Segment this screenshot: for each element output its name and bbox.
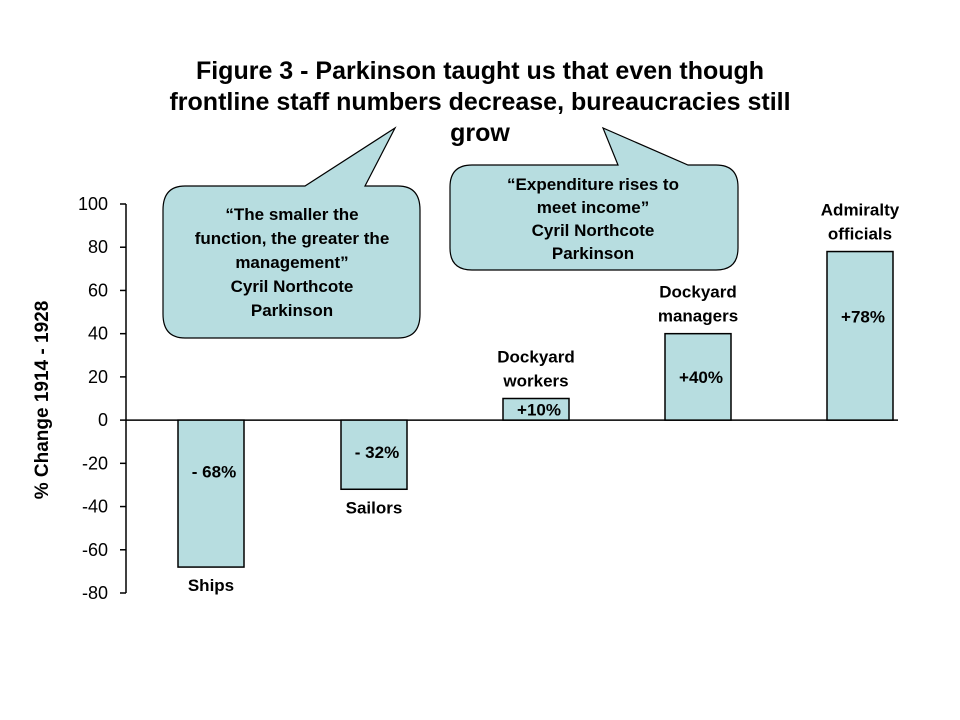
y-tick-label: 80 bbox=[87, 237, 108, 258]
callout-text: function, the greater the bbox=[194, 229, 390, 248]
category-label: Ships bbox=[187, 576, 235, 596]
y-tick-label: -80 bbox=[81, 583, 108, 603]
callout-text: Cyril Northcote bbox=[531, 221, 655, 240]
data-label: +78% bbox=[841, 307, 885, 327]
data-label: - 68% bbox=[191, 462, 237, 482]
category-label: managers bbox=[657, 306, 739, 326]
category-label: workers bbox=[503, 371, 569, 391]
callouts bbox=[163, 128, 738, 338]
chart-title bbox=[169, 57, 790, 147]
y-tick-label: 100 bbox=[77, 194, 108, 214]
category-label: Dockyard bbox=[659, 282, 737, 302]
bar bbox=[178, 420, 244, 567]
y-axis-label: % Change 1914 - 1928 bbox=[32, 300, 53, 500]
callout-text: meet income” bbox=[536, 198, 650, 217]
y-tick-label: 20 bbox=[87, 366, 108, 387]
callout-text: Parkinson bbox=[551, 244, 635, 263]
y-tick-label: 40 bbox=[87, 323, 108, 344]
category-label: Sailors bbox=[345, 498, 403, 518]
y-tick-label: -60 bbox=[81, 539, 108, 560]
callout-text: Parkinson bbox=[250, 301, 334, 320]
data-label: +40% bbox=[679, 367, 723, 387]
y-tick-label: -20 bbox=[81, 453, 108, 474]
chart-title-line-1: Figure 3 - Parkinson taught us that even though bbox=[195, 57, 765, 85]
data-label: +10% bbox=[517, 400, 561, 420]
data-label: - 32% bbox=[354, 443, 400, 463]
y-tick-label: 0 bbox=[97, 410, 108, 431]
chart-title-line-3: grow bbox=[450, 119, 510, 147]
y-tick-label: 60 bbox=[87, 280, 108, 301]
category-label: Dockyard bbox=[497, 347, 575, 367]
y-tick-label: -40 bbox=[81, 496, 108, 517]
callout-text: “Expenditure rises to bbox=[507, 175, 679, 194]
category-label: officials bbox=[827, 224, 893, 244]
callout-text: Cyril Northcote bbox=[230, 277, 354, 296]
chart-title-line-2: frontline staff numbers decrease, bureaucracies still bbox=[169, 88, 791, 116]
callout-text: “The smaller the bbox=[225, 205, 359, 224]
category-label: Admiralty bbox=[820, 200, 900, 220]
bar bbox=[827, 252, 893, 421]
callout-text: management” bbox=[235, 253, 349, 272]
